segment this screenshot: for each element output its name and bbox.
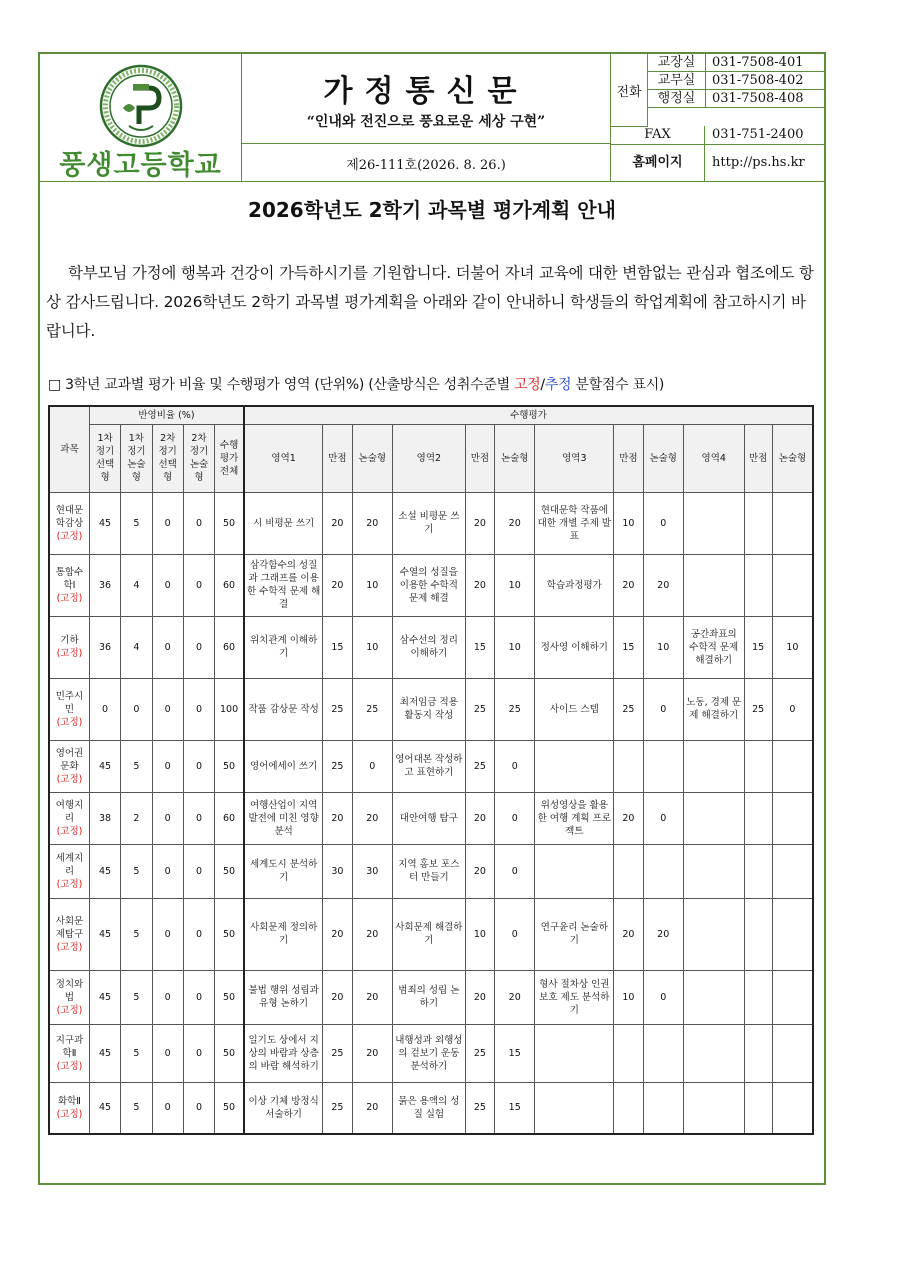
- max-score-cell: 25: [323, 678, 352, 740]
- ratio-cell: 0: [152, 792, 183, 844]
- area-name-cell: 세계도시 분석하기: [244, 844, 323, 898]
- ratio-cell: 45: [89, 970, 120, 1024]
- table-row: [49, 1082, 813, 1134]
- essay-score-cell: 0: [495, 844, 535, 898]
- max-score-cell: [744, 792, 772, 844]
- essay-score-cell: 0: [495, 740, 535, 792]
- estimated-label: 추정: [544, 377, 572, 393]
- area-name-cell: 위성영상을 활용한 여행 계획 프로젝트: [535, 792, 614, 844]
- essay-score-cell: 0: [352, 740, 392, 792]
- ratio-cell: 0: [183, 792, 214, 844]
- essay-score-cell: [772, 792, 813, 844]
- ratio-col-header: 2차 정기 선택형: [152, 424, 183, 492]
- area-name-cell: [683, 740, 744, 792]
- ratio-cell: 50: [215, 1024, 244, 1082]
- phone-row: [648, 90, 824, 108]
- phone-row: [648, 54, 824, 72]
- essay-score-cell: 0: [643, 970, 683, 1024]
- area-name-cell: 내행성과 외행성의 겉보기 운동 분석하기: [392, 1024, 465, 1082]
- area-name-cell: 수열의 성질을 이용한 수학적 문제 해결: [392, 554, 465, 616]
- ratio-cell: 45: [89, 844, 120, 898]
- essay-score-cell: 10: [352, 616, 392, 678]
- ratio-cell: 5: [121, 898, 152, 970]
- ratio-cell: 45: [89, 1024, 120, 1082]
- max-score-cell: 20: [465, 554, 494, 616]
- area-name-cell: 지역 홍보 포스터 만들기: [392, 844, 465, 898]
- max-score-cell: 30: [323, 844, 352, 898]
- essay-col-header: 논술형: [643, 424, 683, 492]
- fixed-tag: (고정): [56, 773, 83, 785]
- essay-score-cell: 10: [643, 616, 683, 678]
- essay-score-cell: 20: [643, 898, 683, 970]
- area-name-cell: [535, 844, 614, 898]
- subject-header: 과목: [49, 406, 89, 492]
- school-seal-icon: [99, 64, 183, 148]
- ratio-cell: 0: [152, 970, 183, 1024]
- area-name-cell: 공간좌표의 수학적 문제 해결하기: [683, 616, 744, 678]
- subject-name: 현대문학감상: [55, 504, 84, 529]
- essay-score-cell: 10: [495, 616, 535, 678]
- ratio-cell: 45: [89, 1082, 120, 1134]
- subject-cell: [49, 1024, 89, 1082]
- table-row: [49, 554, 813, 616]
- max-score-cell: [744, 898, 772, 970]
- ratio-cell: 0: [152, 844, 183, 898]
- area-col-header: 영역2: [392, 424, 465, 492]
- essay-score-cell: 10: [772, 616, 813, 678]
- section-suffix: 분할점수 표시): [571, 377, 665, 393]
- essay-col-header: 논술형: [495, 424, 535, 492]
- max-score-cell: [744, 1082, 772, 1134]
- area-name-cell: 현대문학 작품에 대한 개별 주제 발표: [535, 492, 614, 554]
- issue-cell: [242, 144, 611, 181]
- subject-name: 사회문제탐구: [55, 915, 84, 940]
- subject-name: 기하: [60, 635, 79, 646]
- ratio-cell: 0: [152, 678, 183, 740]
- ratio-cell: 0: [183, 898, 214, 970]
- essay-score-cell: [772, 898, 813, 970]
- subject-cell: [49, 898, 89, 970]
- essay-score-cell: [643, 1082, 683, 1134]
- fixed-tag: (고정): [56, 716, 83, 728]
- ratio-cell: 0: [89, 678, 120, 740]
- essay-score-cell: 0: [772, 678, 813, 740]
- ratio-cell: 60: [215, 554, 244, 616]
- area-name-cell: [683, 1024, 744, 1082]
- area-name-cell: [535, 1082, 614, 1134]
- subject-name: 세계지리: [55, 852, 84, 877]
- area-name-cell: [535, 1024, 614, 1082]
- fixed-label: 고정: [513, 377, 541, 393]
- area-name-cell: [683, 1082, 744, 1134]
- area-name-cell: 범죄의 성립 논하기: [392, 970, 465, 1024]
- table-row: [49, 678, 813, 740]
- ratio-cell: 60: [215, 792, 244, 844]
- newsletter-header: [40, 54, 824, 182]
- table-row: [49, 1024, 813, 1082]
- area-name-cell: 학습과정평가: [535, 554, 614, 616]
- max-score-cell: 20: [614, 898, 643, 970]
- area-name-cell: 불법 행위 성립과 유형 논하기: [244, 970, 323, 1024]
- max-score-cell: 20: [323, 970, 352, 1024]
- ratio-cell: 0: [152, 898, 183, 970]
- newsletter-title: 가정통신문: [323, 74, 529, 109]
- essay-score-cell: [643, 844, 683, 898]
- area-name-cell: [683, 492, 744, 554]
- ratio-col-header: 2차 정기 논술형: [183, 424, 214, 492]
- table-row: [49, 844, 813, 898]
- fixed-tag: (고정): [56, 648, 83, 659]
- ratio-cell: 5: [121, 1024, 152, 1082]
- area-name-cell: 시 비평문 쓰기: [244, 492, 323, 554]
- ratio-cell: 0: [183, 1024, 214, 1082]
- table-row: [49, 616, 813, 678]
- max-score-cell: 25: [465, 678, 494, 740]
- max-score-cell: 20: [323, 898, 352, 970]
- max-score-cell: 25: [614, 678, 643, 740]
- subject-cell: [49, 492, 89, 554]
- subject-name: 민주시민: [55, 690, 84, 715]
- subject-cell: [49, 678, 89, 740]
- essay-score-cell: 30: [352, 844, 392, 898]
- ratio-cell: 0: [183, 554, 214, 616]
- max-score-cell: 20: [323, 492, 352, 554]
- area-name-cell: 노동, 경제 문제 해결하기: [683, 678, 744, 740]
- max-score-cell: [614, 1024, 643, 1082]
- ratio-cell: 36: [89, 554, 120, 616]
- area-name-cell: 영어에세이 쓰기: [244, 740, 323, 792]
- max-score-cell: 20: [465, 492, 494, 554]
- document-title: 2026학년도 2학기 과목별 평가계획 안내: [248, 198, 616, 222]
- ratio-cell: 0: [152, 1082, 183, 1134]
- ratio-cell: 4: [121, 616, 152, 678]
- essay-score-cell: 20: [352, 898, 392, 970]
- table-row: [49, 792, 813, 844]
- section-prefix: □ 3학년 교과별 평가 비율 및 수행평가 영역 (단위%) (산출방식은 성취수준별: [48, 377, 514, 393]
- max-score-cell: 15: [614, 616, 643, 678]
- phone-office-label: 교장실: [648, 54, 706, 71]
- max-score-cell: 25: [465, 1024, 494, 1082]
- max-score-cell: [744, 970, 772, 1024]
- essay-score-cell: [772, 1082, 813, 1134]
- area-name-cell: [683, 792, 744, 844]
- max-score-col-header: 만점: [465, 424, 494, 492]
- table-row: [49, 970, 813, 1024]
- ratio-cell: 5: [121, 844, 152, 898]
- essay-score-cell: [772, 554, 813, 616]
- subject-cell: [49, 792, 89, 844]
- fixed-tag: (고정): [56, 530, 83, 542]
- max-score-cell: [614, 740, 643, 792]
- issue-number: 제26-111호(2026. 8. 26.): [346, 158, 506, 173]
- ratio-cell: 0: [152, 1024, 183, 1082]
- phone-row: [648, 72, 824, 90]
- essay-score-cell: 15: [495, 1082, 535, 1134]
- area-name-cell: [683, 844, 744, 898]
- fixed-tag: (고정): [56, 878, 83, 890]
- max-score-cell: 10: [614, 970, 643, 1024]
- title-cell: [242, 54, 611, 144]
- ratio-cell: 38: [89, 792, 120, 844]
- essay-score-cell: 20: [495, 492, 535, 554]
- area-name-cell: 사회문제 정의하기: [244, 898, 323, 970]
- ratio-cell: 0: [183, 844, 214, 898]
- contact-block: [611, 54, 824, 181]
- school-name: 풍생고등학교: [59, 150, 222, 181]
- essay-score-cell: 20: [352, 1082, 392, 1134]
- area-name-cell: 삼각함수의 성질과 그래프를 이용한 수학적 문제 해결: [244, 554, 323, 616]
- essay-score-cell: [643, 740, 683, 792]
- ratio-cell: 0: [152, 554, 183, 616]
- homepage-label: 홈페이지: [611, 145, 705, 181]
- fixed-tag: (고정): [56, 1060, 83, 1072]
- ratio-col-header: 1차 정기 선택형: [89, 424, 120, 492]
- fixed-tag: (고정): [56, 941, 83, 953]
- table-row: [49, 492, 813, 554]
- area-name-cell: 정사영 이해하기: [535, 616, 614, 678]
- area-name-cell: 이상 기체 방정식 서술하기: [244, 1082, 323, 1134]
- ratio-cell: 5: [121, 1082, 152, 1134]
- essay-score-cell: 10: [495, 554, 535, 616]
- area-col-header: 영역4: [683, 424, 744, 492]
- max-score-cell: 15: [323, 616, 352, 678]
- area-name-cell: 영어대본 작성하고 표현하기: [392, 740, 465, 792]
- subject-name: 화학Ⅱ: [57, 1095, 81, 1107]
- max-score-cell: 25: [323, 1024, 352, 1082]
- area-name-cell: 소설 비평문 쓰기: [392, 492, 465, 554]
- ratio-cell: 50: [215, 1082, 244, 1134]
- area-name-cell: 대안여행 탐구: [392, 792, 465, 844]
- area-col-header: 영역3: [535, 424, 614, 492]
- table-row: [49, 740, 813, 792]
- max-score-cell: 20: [614, 792, 643, 844]
- phone-office-label: 행정실: [648, 90, 706, 107]
- max-score-col-header: 만점: [614, 424, 643, 492]
- performance-group-header: 수행평가: [244, 406, 813, 424]
- essay-score-cell: 20: [352, 792, 392, 844]
- essay-score-cell: 25: [352, 678, 392, 740]
- essay-score-cell: [772, 844, 813, 898]
- ratio-cell: 100: [215, 678, 244, 740]
- ratio-col-header: 수행 평가 전체: [215, 424, 244, 492]
- fixed-tag: (고정): [56, 1108, 83, 1120]
- max-score-cell: 20: [465, 970, 494, 1024]
- ratio-cell: 0: [152, 616, 183, 678]
- area-name-cell: [535, 740, 614, 792]
- max-score-cell: 10: [614, 492, 643, 554]
- max-score-cell: [744, 740, 772, 792]
- essay-score-cell: 0: [495, 898, 535, 970]
- ratio-cell: 0: [152, 492, 183, 554]
- subject-name: 영어권문화: [55, 747, 84, 772]
- ratio-col-header: 1차 정기 논술형: [121, 424, 152, 492]
- section-heading: [48, 374, 824, 394]
- logo-cell: [40, 54, 242, 181]
- fax-number: 031-751-2400: [712, 127, 804, 142]
- essay-score-cell: [643, 1024, 683, 1082]
- max-score-cell: 10: [465, 898, 494, 970]
- subject-cell: [49, 1082, 89, 1134]
- area-name-cell: 사이드 스텝: [535, 678, 614, 740]
- fixed-tag: (고정): [56, 1004, 83, 1016]
- fixed-tag: (고정): [56, 592, 83, 604]
- phone-number: 031-7508-402: [712, 73, 804, 88]
- ratio-cell: 50: [215, 844, 244, 898]
- max-score-cell: 20: [465, 792, 494, 844]
- essay-score-cell: 10: [352, 554, 392, 616]
- subject-name: 정치와법: [55, 978, 84, 1003]
- intro-paragraph: 학부모님 가정에 행복과 건강이 가득하시기를 기원합니다. 더불어 자녀 교육에 대한 변함없는 관심과 협조에도 항상 감사드립니다. 2026학년도 2학기 과목별 평가계획을 아래와 같이 안내하니 학생들의 학업계획에 참고하시기 바랍니다.: [46, 264, 814, 340]
- ratio-cell: 45: [89, 740, 120, 792]
- ratio-cell: 0: [183, 970, 214, 1024]
- max-score-cell: [744, 844, 772, 898]
- ratio-cell: 45: [89, 492, 120, 554]
- area-name-cell: 사회문제 해결하기: [392, 898, 465, 970]
- essay-score-cell: [772, 740, 813, 792]
- subject-name: 여행지리: [55, 799, 84, 824]
- max-score-cell: 25: [323, 1082, 352, 1134]
- max-score-cell: [744, 1024, 772, 1082]
- ratio-cell: 0: [183, 616, 214, 678]
- fax-label: FAX: [611, 126, 705, 144]
- max-score-cell: 20: [465, 844, 494, 898]
- max-score-col-header: 만점: [323, 424, 352, 492]
- essay-col-header: 논술형: [772, 424, 813, 492]
- subject-cell: [49, 970, 89, 1024]
- max-score-cell: [744, 492, 772, 554]
- area-name-cell: [683, 970, 744, 1024]
- max-score-cell: [614, 844, 643, 898]
- ratio-cell: 2: [121, 792, 152, 844]
- ratio-cell: 50: [215, 740, 244, 792]
- ratio-cell: 36: [89, 616, 120, 678]
- ratio-cell: 50: [215, 898, 244, 970]
- area-name-cell: [683, 898, 744, 970]
- max-score-cell: 25: [465, 740, 494, 792]
- max-score-cell: [744, 554, 772, 616]
- area-name-cell: 형사 절차상 인권 보호 제도 분석하기: [535, 970, 614, 1024]
- essay-col-header: 논술형: [352, 424, 392, 492]
- table-row: [49, 898, 813, 970]
- phone-office-label: 교무실: [648, 72, 706, 89]
- ratio-cell: 0: [183, 1082, 214, 1134]
- area-name-cell: 묽은 용액의 성질 실험: [392, 1082, 465, 1134]
- ratio-group-header: 반영비율 (%): [89, 406, 244, 424]
- essay-score-cell: 20: [495, 970, 535, 1024]
- subject-cell: [49, 740, 89, 792]
- subject-cell: [49, 554, 89, 616]
- phone-number: 031-7508-408: [712, 91, 804, 106]
- ratio-cell: 5: [121, 492, 152, 554]
- essay-score-cell: [772, 1024, 813, 1082]
- area-col-header: 영역1: [244, 424, 323, 492]
- ratio-cell: 5: [121, 740, 152, 792]
- max-score-cell: 25: [744, 678, 772, 740]
- essay-score-cell: 20: [643, 554, 683, 616]
- area-name-cell: [683, 554, 744, 616]
- max-score-cell: 20: [323, 554, 352, 616]
- fixed-tag: (고정): [56, 825, 83, 837]
- max-score-cell: 25: [465, 1082, 494, 1134]
- area-name-cell: 일기도 상에서 지상의 바람과 상층의 바람 해석하기: [244, 1024, 323, 1082]
- subject-cell: [49, 844, 89, 898]
- ratio-cell: 0: [183, 740, 214, 792]
- ratio-cell: 50: [215, 970, 244, 1024]
- max-score-col-header: 만점: [744, 424, 772, 492]
- area-name-cell: 위치관계 이해하기: [244, 616, 323, 678]
- ratio-cell: 5: [121, 970, 152, 1024]
- phone-label: 전화: [611, 54, 648, 127]
- area-name-cell: 작품 감상문 작성: [244, 678, 323, 740]
- phone-number: 031-7508-401: [712, 55, 804, 70]
- ratio-cell: 0: [183, 492, 214, 554]
- essay-score-cell: 0: [495, 792, 535, 844]
- essay-score-cell: 20: [352, 1024, 392, 1082]
- evaluation-table: [48, 405, 814, 1135]
- essay-score-cell: 25: [495, 678, 535, 740]
- essay-score-cell: 0: [643, 792, 683, 844]
- ratio-cell: 0: [183, 678, 214, 740]
- subject-name: 지구과학Ⅱ: [55, 1034, 84, 1059]
- area-name-cell: 연구윤리 논술하기: [535, 898, 614, 970]
- ratio-cell: 60: [215, 616, 244, 678]
- max-score-cell: 20: [323, 792, 352, 844]
- homepage-row: [611, 145, 824, 181]
- homepage-link[interactable]: http://ps.hs.kr: [712, 155, 805, 170]
- max-score-cell: [614, 1082, 643, 1134]
- area-name-cell: 삼수선의 정리 이해하기: [392, 616, 465, 678]
- ratio-cell: 0: [121, 678, 152, 740]
- essay-score-cell: 20: [352, 492, 392, 554]
- area-name-cell: 여행산업이 지역발전에 미친 영향 분석: [244, 792, 323, 844]
- school-slogan: “인내와 전진으로 풍요로운 세상 구현”: [306, 114, 546, 130]
- max-score-cell: 25: [323, 740, 352, 792]
- area-name-cell: 최저임금 적용 활동지 작성: [392, 678, 465, 740]
- max-score-cell: 20: [614, 554, 643, 616]
- ratio-cell: 4: [121, 554, 152, 616]
- max-score-cell: 15: [465, 616, 494, 678]
- subject-cell: [49, 616, 89, 678]
- slash: /: [540, 377, 545, 393]
- essay-score-cell: 0: [643, 492, 683, 554]
- ratio-cell: 50: [215, 492, 244, 554]
- essay-score-cell: 0: [643, 678, 683, 740]
- max-score-cell: 15: [744, 616, 772, 678]
- ratio-cell: 0: [152, 740, 183, 792]
- essay-score-cell: [772, 970, 813, 1024]
- fax-row: [611, 126, 824, 145]
- essay-score-cell: 15: [495, 1024, 535, 1082]
- essay-score-cell: 20: [352, 970, 392, 1024]
- subject-name: 통합수학Ⅰ: [55, 566, 84, 591]
- ratio-cell: 45: [89, 898, 120, 970]
- essay-score-cell: [772, 492, 813, 554]
